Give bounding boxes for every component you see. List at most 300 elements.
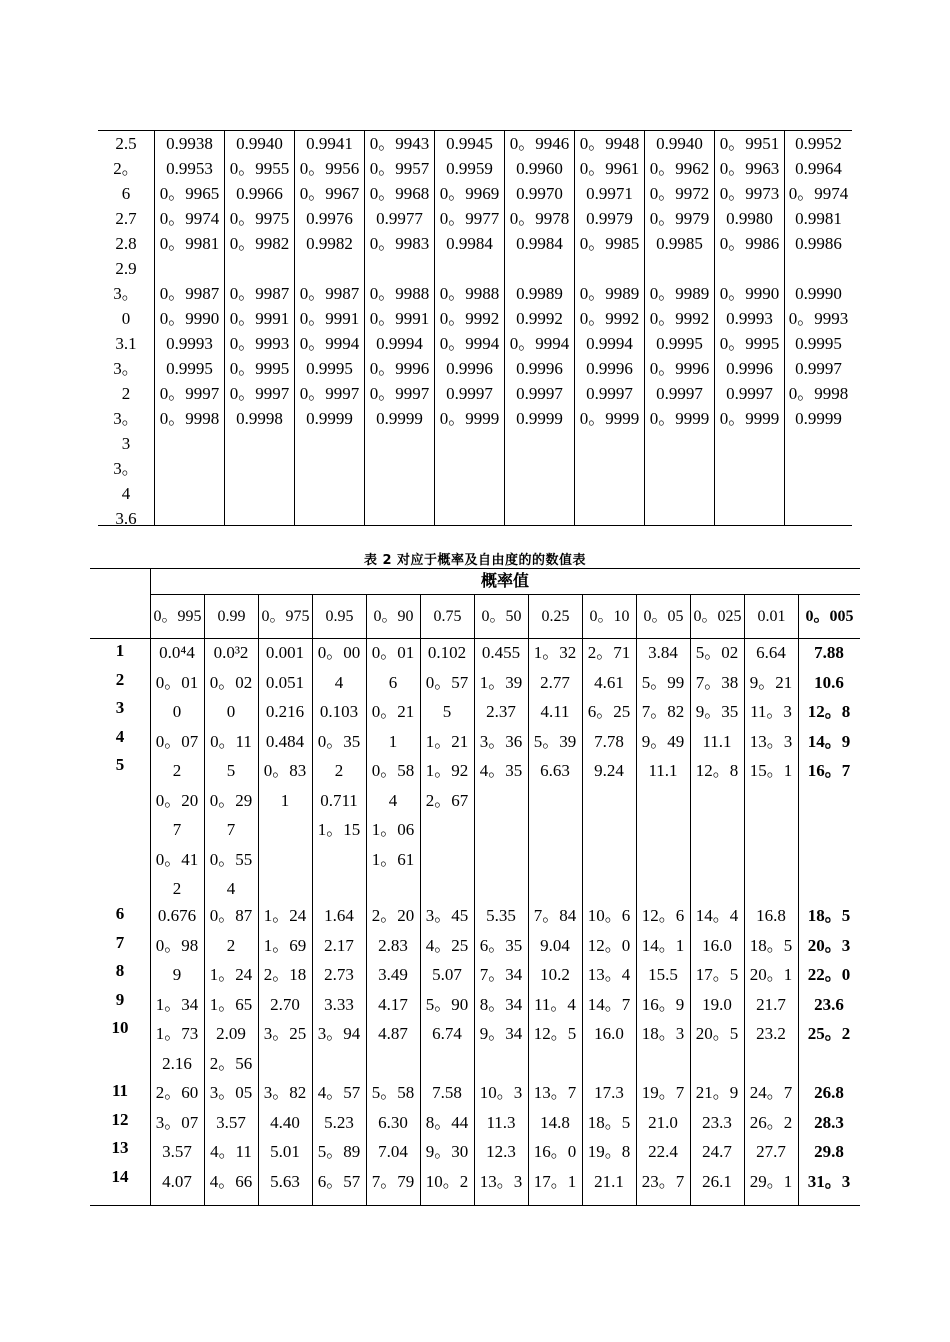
- table-cell: 0.9966: [236, 184, 283, 203]
- value-column: [204, 569, 258, 1205]
- table-cell: 0.9997: [446, 384, 493, 403]
- table-cell: 4。25: [425, 935, 469, 955]
- table-cell: 0.9945: [446, 134, 493, 153]
- table-cell: 0。41: [155, 849, 199, 869]
- value-column: [420, 569, 474, 1205]
- table-cell: 0.9952: [795, 134, 842, 153]
- table-cell: 0。9979: [649, 209, 710, 228]
- table-cell: 1。69: [263, 935, 307, 955]
- table-cell: 0.9994: [376, 334, 423, 353]
- table-cell: 3.57: [162, 1142, 192, 1161]
- table-cell: 3.1: [115, 334, 137, 353]
- dof-label: 5: [115, 755, 125, 774]
- table-cell: 0.9996: [446, 359, 493, 378]
- table-cell: 0。57: [425, 672, 469, 692]
- table-cell: 13。3: [749, 731, 793, 751]
- table-cell: [155, 256, 224, 281]
- table-cell: 0。9977: [439, 209, 500, 228]
- table-cell: 2.9: [115, 259, 137, 278]
- table-cell: 22.4: [648, 1142, 678, 1161]
- table-cell: 9.24: [594, 761, 624, 780]
- table-cell: 0。9990: [159, 309, 220, 328]
- table-cell: 7: [226, 820, 236, 839]
- probability-column: [784, 131, 852, 525]
- table-cell: 24。7: [749, 1083, 793, 1102]
- table-cell: 29.8: [814, 1142, 844, 1161]
- table-cell: 1。65: [209, 994, 253, 1014]
- dof-label: 7: [115, 932, 125, 952]
- table-cell: 5.07: [432, 965, 462, 984]
- table-cell: 13。3: [479, 1171, 523, 1191]
- table-cell: 0。9951: [719, 134, 780, 153]
- table-cell: 22。0: [807, 965, 851, 984]
- table-cell: 19。7: [641, 1083, 685, 1102]
- probability-header: 0。025: [693, 607, 742, 625]
- probability-table-1: [98, 130, 852, 526]
- table-cell: 4。11: [210, 1142, 252, 1161]
- table-cell: 1。24: [209, 965, 253, 984]
- table-cell: 0.9997: [586, 384, 633, 403]
- value-column: [582, 569, 636, 1205]
- table-cell: 0.9999: [376, 409, 423, 428]
- table-cell: 0.9979: [586, 209, 633, 228]
- table-cell: 0。9955: [229, 159, 290, 178]
- probability-header: 0。975: [261, 607, 310, 625]
- table-cell: 12.3: [486, 1142, 516, 1161]
- table-cell: 5。99: [641, 672, 685, 692]
- table-cell: 6。25: [587, 702, 631, 721]
- table-cell: [645, 256, 714, 281]
- table-cell: 23.3: [702, 1112, 732, 1132]
- table-cell: 0.9995: [795, 334, 842, 353]
- table-cell: 0.9997: [795, 359, 842, 378]
- table-cell: [225, 256, 294, 281]
- value-column: [474, 569, 528, 1205]
- table-cell: 10.2: [540, 965, 570, 984]
- table-cell: 4: [121, 484, 131, 503]
- table-cell: 2.8: [115, 234, 137, 253]
- table-cell: 5.01: [270, 1142, 300, 1161]
- table-cell: [575, 256, 644, 281]
- table-cell: 4.07: [162, 1171, 192, 1191]
- table-cell: 7。79: [371, 1171, 415, 1191]
- table-cell: 6.74: [432, 1024, 462, 1043]
- table-cell: 5。58: [371, 1083, 415, 1102]
- table-cell: 0.9981: [795, 209, 842, 228]
- table-cell: 23.6: [814, 994, 844, 1014]
- table-cell: 3。82: [263, 1083, 307, 1102]
- table-cell: 9。35: [695, 702, 739, 721]
- table-cell: 0。9991: [229, 309, 290, 328]
- table-cell: 0。9961: [579, 159, 640, 178]
- table-cell: 1。21: [425, 731, 469, 751]
- table-cell: 16.8: [756, 906, 786, 925]
- table-cell: 0。9997: [229, 384, 290, 403]
- table-cell: 2。56: [209, 1053, 253, 1073]
- table-cell: 0。9999: [649, 409, 710, 428]
- table-cell: 13。7: [533, 1083, 577, 1102]
- table-cell: 0。9981: [159, 234, 220, 253]
- table-cell: 0.9941: [306, 134, 353, 153]
- probability-column: [364, 131, 434, 525]
- table-cell: 0。9992: [439, 309, 500, 328]
- z-value-column: [98, 131, 154, 528]
- table-cell: 4: [334, 672, 344, 692]
- table-cell: 0。9963: [719, 159, 780, 178]
- table-cell: 15.5: [648, 965, 678, 984]
- table-cell: 0。9999: [439, 409, 500, 428]
- table-cell: 12。0: [587, 935, 631, 955]
- table-cell: 0。9990: [719, 284, 780, 303]
- probability-column: [714, 131, 784, 525]
- table-cell: 4。66: [209, 1171, 253, 1191]
- table-cell: 0.9960: [516, 159, 563, 178]
- dof-label: 13: [111, 1138, 129, 1157]
- table-cell: 11.1: [702, 731, 732, 751]
- table-cell: 0.9964: [795, 159, 842, 178]
- table-cell: 6。57: [317, 1171, 361, 1191]
- table-cell: 0。9994: [509, 334, 570, 353]
- probability-header: 0.95: [325, 607, 354, 625]
- dof-label: 3: [115, 698, 125, 717]
- table-cell: 28.3: [814, 1112, 844, 1132]
- table-cell: 31。3: [807, 1171, 851, 1191]
- dof-label: 9: [115, 989, 125, 1009]
- probability-column: [434, 131, 504, 525]
- table-cell: 0.9997: [726, 384, 773, 403]
- table-cell: 0.9997: [656, 384, 703, 403]
- table-cell: 0.9998: [236, 409, 283, 428]
- table-cell: 2。67: [425, 790, 469, 810]
- table-cell: 6.63: [540, 761, 570, 780]
- table-cell: 0。01: [155, 672, 199, 692]
- table-cell: 7.04: [378, 1142, 408, 1161]
- table-cell: 0。9993: [229, 334, 290, 353]
- table-cell: 1。61: [371, 849, 415, 869]
- table-cell: 0.9994: [586, 334, 633, 353]
- table-cell: 0.9977: [376, 209, 423, 228]
- table-cell: 6.64: [756, 643, 786, 662]
- table-cell: 12。6: [641, 906, 685, 925]
- table-cell: 2.09: [216, 1024, 246, 1043]
- table-cell: 2.17: [324, 935, 354, 955]
- table-cell: 2.73: [324, 965, 354, 984]
- table-cell: 17。5: [695, 965, 739, 984]
- table-cell: 3.84: [648, 643, 678, 662]
- table-cell: 3.6: [115, 509, 137, 528]
- table-cell: 4: [226, 879, 236, 898]
- table-cell: 0.9996: [586, 359, 633, 378]
- probability-header: 0.99: [217, 607, 246, 625]
- table-cell: 5.23: [324, 1112, 354, 1132]
- table-cell: 3。: [113, 284, 139, 303]
- table-cell: 23。7: [641, 1171, 685, 1191]
- table-cell: 6。35: [479, 935, 523, 955]
- table-cell: 23.2: [756, 1024, 786, 1043]
- table-cell: 4: [388, 790, 398, 810]
- table-cell: 0。9985: [579, 234, 640, 253]
- table-cell: 3。: [113, 459, 139, 478]
- table-cell: 0: [121, 309, 131, 328]
- table-cell: 0。9986: [719, 234, 780, 253]
- table-cell: 0。9998: [159, 409, 220, 428]
- table-cell: 4。35: [479, 761, 523, 780]
- table-cell: 11。3: [750, 702, 792, 721]
- table-cell: 18。5: [807, 906, 851, 925]
- table-cell: 5。39: [533, 731, 577, 751]
- table-cell: 0。9975: [229, 209, 290, 228]
- table-cell: 2.77: [540, 672, 570, 692]
- table-cell: 19.0: [702, 994, 732, 1014]
- table-cell: 21.1: [594, 1171, 624, 1191]
- table-cell: 4.11: [540, 702, 570, 721]
- table-cell: 3.49: [378, 965, 408, 984]
- table-cell: 9。30: [425, 1142, 469, 1161]
- table-cell: 15。1: [749, 761, 793, 780]
- table-cell: 0。9983: [369, 234, 430, 253]
- table-cell: 9.04: [540, 935, 570, 955]
- table-cell: 0.103: [319, 702, 359, 721]
- table-cell: 0。9991: [369, 309, 430, 328]
- table-cell: 14。7: [587, 994, 631, 1014]
- table-cell: 0。9999: [579, 409, 640, 428]
- table-cell: 0。9946: [509, 134, 570, 153]
- table-cell: 3: [121, 434, 131, 453]
- probability-header: 0。005: [805, 607, 854, 625]
- table-cell: 6: [388, 672, 398, 692]
- table-cell: 3.33: [324, 994, 354, 1014]
- table-cell: 4。57: [317, 1083, 361, 1102]
- table-cell: 6: [121, 184, 131, 203]
- table-cell: 0.9999: [516, 409, 563, 428]
- table-cell: 0.9982: [306, 234, 353, 253]
- table-cell: 8。34: [479, 994, 523, 1014]
- table-cell: 1。39: [479, 672, 523, 692]
- table-cell: 19。8: [587, 1142, 631, 1161]
- table-cell: 0。9988: [439, 284, 500, 303]
- table-cell: [505, 256, 574, 281]
- table-cell: 2。71: [587, 643, 631, 662]
- probability-header: 0.25: [541, 607, 570, 625]
- table-cell: 0。20: [155, 790, 199, 810]
- dof-label: 4: [115, 726, 125, 746]
- table-cell: 0。9982: [229, 234, 290, 253]
- value-column: [312, 569, 366, 1205]
- probability-header: 0。90: [373, 607, 414, 625]
- table-cell: 0。87: [209, 906, 253, 925]
- table-cell: 5。02: [695, 643, 739, 662]
- dof-label: 6: [115, 904, 125, 923]
- table-cell: 25。2: [807, 1024, 851, 1043]
- table-cell: 10.6: [814, 672, 844, 692]
- table-cell: 1: [388, 731, 398, 751]
- probability-header: 0。10: [589, 607, 630, 625]
- table-cell: 1。24: [263, 906, 307, 925]
- table-cell: 0.9993: [726, 309, 773, 328]
- value-column: [528, 569, 582, 1205]
- value-column: [690, 569, 744, 1205]
- value-column: [798, 569, 860, 1205]
- table-cell: 2.37: [486, 702, 516, 721]
- table-cell: 27.7: [756, 1142, 786, 1161]
- table-cell: 0。9987: [229, 284, 290, 303]
- table-cell: 7.78: [594, 731, 624, 751]
- probability-header: 0。995: [153, 607, 202, 625]
- table-cell: 3。07: [155, 1112, 199, 1132]
- table-cell: 0.9971: [586, 184, 633, 203]
- table-cell: 0.9999: [795, 409, 842, 428]
- table-cell: 8。44: [425, 1112, 469, 1132]
- table-cell: 0。29: [209, 790, 253, 810]
- table-cell: 0。9987: [159, 284, 220, 303]
- table-cell: 16。7: [807, 761, 851, 780]
- table-cell: 0.455: [481, 643, 521, 662]
- table-cell: 7.58: [432, 1083, 462, 1102]
- table-cell: 16。9: [641, 994, 685, 1014]
- probability-table-2: [90, 568, 860, 1206]
- table-cell: 17.3: [594, 1083, 624, 1102]
- table-cell: 4.17: [378, 994, 408, 1014]
- table-cell: 0。9956: [299, 159, 360, 178]
- table-cell: 16.0: [702, 935, 732, 955]
- table-cell: 0.9995: [306, 359, 353, 378]
- table-cell: 0。9989: [579, 284, 640, 303]
- table-cell: 2: [121, 384, 131, 403]
- table-cell: 14.8: [540, 1112, 570, 1132]
- table-cell: 2.5: [115, 134, 137, 153]
- table-cell: 10。2: [425, 1171, 469, 1191]
- value-column: [744, 569, 798, 1205]
- table-cell: 0: [172, 702, 182, 721]
- table-cell: 0.9984: [446, 234, 493, 253]
- table-cell: 0.0⁴4: [159, 643, 195, 662]
- table-cell: 0。9978: [509, 209, 570, 228]
- table-cell: 3。: [113, 359, 139, 378]
- table-cell: [365, 256, 434, 281]
- table-cell: 0。07: [155, 731, 199, 751]
- table-cell: 0.676: [157, 906, 197, 925]
- table-cell: 16.0: [594, 1024, 624, 1043]
- table-cell: 12。8: [807, 702, 851, 721]
- probability-column: [574, 131, 644, 525]
- table-cell: 7。84: [533, 906, 577, 925]
- table-cell: 2。: [113, 159, 139, 178]
- table-cell: 0。9965: [159, 184, 220, 203]
- table-cell: 7: [172, 820, 182, 839]
- table-cell: 20。5: [695, 1024, 739, 1043]
- table-cell: 0。9988: [369, 284, 430, 303]
- table-cell: 5.63: [270, 1171, 300, 1191]
- table-cell: 6.30: [378, 1112, 408, 1132]
- value-column: [150, 569, 204, 1205]
- value-column: [258, 569, 312, 1205]
- table-cell: 0。9995: [719, 334, 780, 353]
- table-cell: 4.61: [594, 672, 624, 692]
- table-cell: 10。3: [479, 1083, 523, 1102]
- table-cell: 0.484: [265, 731, 305, 751]
- table-cell: 0.9940: [656, 134, 703, 153]
- table-cell: 0。9999: [719, 409, 780, 428]
- table-cell: 3。45: [425, 906, 469, 925]
- table-cell: 16。0: [533, 1142, 577, 1161]
- table-cell: 21.0: [648, 1112, 678, 1132]
- table-cell: 0.9970: [516, 184, 563, 203]
- table-cell: 0.9997: [516, 384, 563, 403]
- table-cell: 0。9989: [649, 284, 710, 303]
- table-cell: 0。9997: [159, 384, 220, 403]
- table-cell: 0。9994: [299, 334, 360, 353]
- table-cell: 0。9962: [649, 159, 710, 178]
- table-cell: 4.87: [378, 1024, 408, 1043]
- table-cell: 0。9943: [369, 134, 430, 153]
- table-cell: 0.9940: [236, 134, 283, 153]
- table-cell: 1.64: [324, 906, 354, 925]
- table-cell: 1。34: [155, 994, 199, 1014]
- table-cell: 2: [334, 761, 344, 780]
- table-cell: 10。6: [587, 906, 631, 925]
- table-cell: 7。38: [695, 672, 739, 692]
- table-cell: 0.001: [265, 643, 305, 662]
- table-cell: 1。32: [533, 643, 577, 662]
- table-cell: 11.1: [648, 761, 678, 780]
- table-cell: 0。98: [155, 935, 199, 955]
- table-cell: 0.9990: [795, 284, 842, 303]
- table-cell: 18。5: [749, 935, 793, 955]
- table-cell: 2。18: [263, 965, 307, 984]
- table-cell: 11.3: [486, 1112, 516, 1132]
- table-cell: 12。8: [695, 761, 739, 780]
- table-cell: 3。36: [479, 731, 523, 751]
- value-column: [636, 569, 690, 1205]
- table-cell: 0.9953: [166, 159, 213, 178]
- table-cell: 26.1: [702, 1171, 732, 1191]
- table-cell: 0。9972: [649, 184, 710, 203]
- table-cell: 18。5: [587, 1112, 631, 1132]
- probability-column: [154, 131, 224, 525]
- probability-header: 0.75: [433, 607, 462, 625]
- table-cell: 9。21: [749, 672, 793, 692]
- dof-label: 12: [111, 1109, 129, 1129]
- table-cell: 0。9992: [649, 309, 710, 328]
- table-cell: 2.7: [115, 209, 137, 228]
- table-cell: 0。9996: [649, 359, 710, 378]
- table-cell: 7.88: [814, 643, 844, 662]
- table-cell: 4.40: [270, 1112, 300, 1132]
- table-cell: 0.9996: [726, 359, 773, 378]
- table-cell: 11。4: [534, 994, 576, 1014]
- dof-label: 14: [111, 1166, 129, 1186]
- table-cell: 0.9986: [795, 234, 842, 253]
- table-cell: 14。1: [641, 935, 685, 955]
- table-cell: 2: [172, 761, 182, 780]
- probability-column: [644, 131, 714, 525]
- table-cell: 14。9: [807, 731, 851, 751]
- table-cell: 0.9992: [516, 309, 563, 328]
- table-cell: [435, 256, 504, 281]
- table-cell: 5: [442, 702, 452, 721]
- table-cell: 0。02: [209, 672, 253, 692]
- table-cell: 1。73: [155, 1024, 199, 1043]
- dof-label: 2: [115, 669, 125, 689]
- table-cell: 0。58: [371, 761, 415, 780]
- table-cell: 0。9968: [369, 184, 430, 203]
- table-cell: 0.216: [265, 702, 305, 721]
- table-cell: 0.9995: [166, 359, 213, 378]
- table-cell: 3。25: [263, 1024, 307, 1043]
- table-cell: 0。9996: [369, 359, 430, 378]
- table-cell: 0.9984: [516, 234, 563, 253]
- table-cell: 0.9995: [656, 334, 703, 353]
